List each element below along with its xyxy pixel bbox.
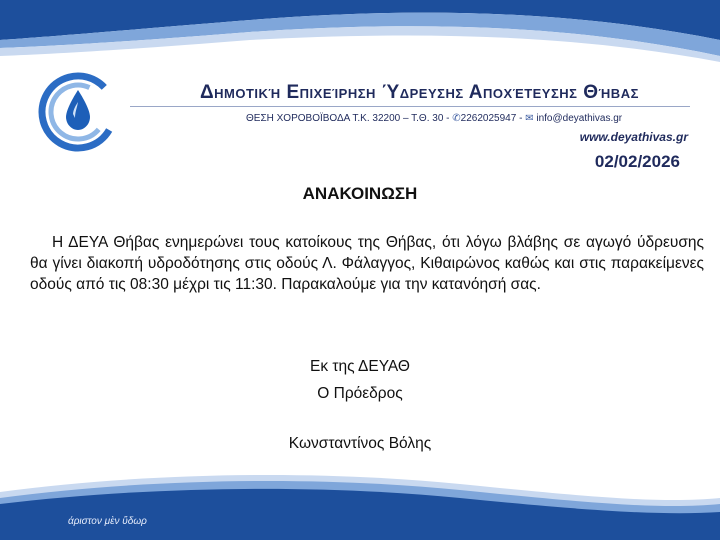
contact-line bbox=[246, 113, 622, 124]
water-drop-logo bbox=[38, 72, 118, 152]
signature-role: Ο Πρόεδρος bbox=[317, 385, 403, 402]
organization-name: Δημοτική Επιχείρηση Ύδρευσης Αποχέτευσης Θήβας bbox=[200, 82, 639, 103]
header-wave bbox=[0, 0, 720, 80]
announcement-body-text: Η ΔΕΥΑ Θήβας ενημερώνει τους κατοίκους της Θήβας, ότι λόγω βλάβης σε αγωγό ύδρευσης θα γίνει διακοπή υδροδότησης στις οδούς Λ. Φάλαγγος, Κιθαιρώνος καθώς και στις παρακείμενες οδούς από τις 08:30 μέχρι τις 11:30. Παρακαλούμε για την κατανόησή σας. bbox=[30, 234, 704, 293]
contact-separator: - bbox=[516, 113, 526, 124]
signature-name: Κωνσταντίνος Βόλης bbox=[288, 435, 432, 452]
announcement-date: 02/02/2026 bbox=[594, 152, 680, 171]
footer-motto: άριστον μὲν ὕδωρ bbox=[68, 516, 147, 527]
signature-from: Εκ της ΔΕΥΑΘ bbox=[309, 358, 410, 375]
announcement-body bbox=[30, 232, 704, 295]
address-text: ΘΕΣΗ ΧΟΡΟΒΟΪΒΟΔΑ Τ.Κ. 32200 – Τ.Θ. 30 - bbox=[246, 113, 453, 124]
header-divider bbox=[130, 106, 690, 107]
footer-wave bbox=[0, 470, 720, 540]
email-address[interactable]: info@deyathivas.gr bbox=[536, 113, 623, 124]
phone-icon: ✆ bbox=[452, 113, 461, 124]
website-link[interactable]: www.deyathivas.gr bbox=[579, 130, 688, 144]
phone-number: 2262025947 bbox=[460, 113, 517, 124]
envelope-icon: ✉ bbox=[525, 113, 534, 124]
announcement-title: ΑΝΑΚΟΙΝΩΣΗ bbox=[302, 184, 418, 203]
